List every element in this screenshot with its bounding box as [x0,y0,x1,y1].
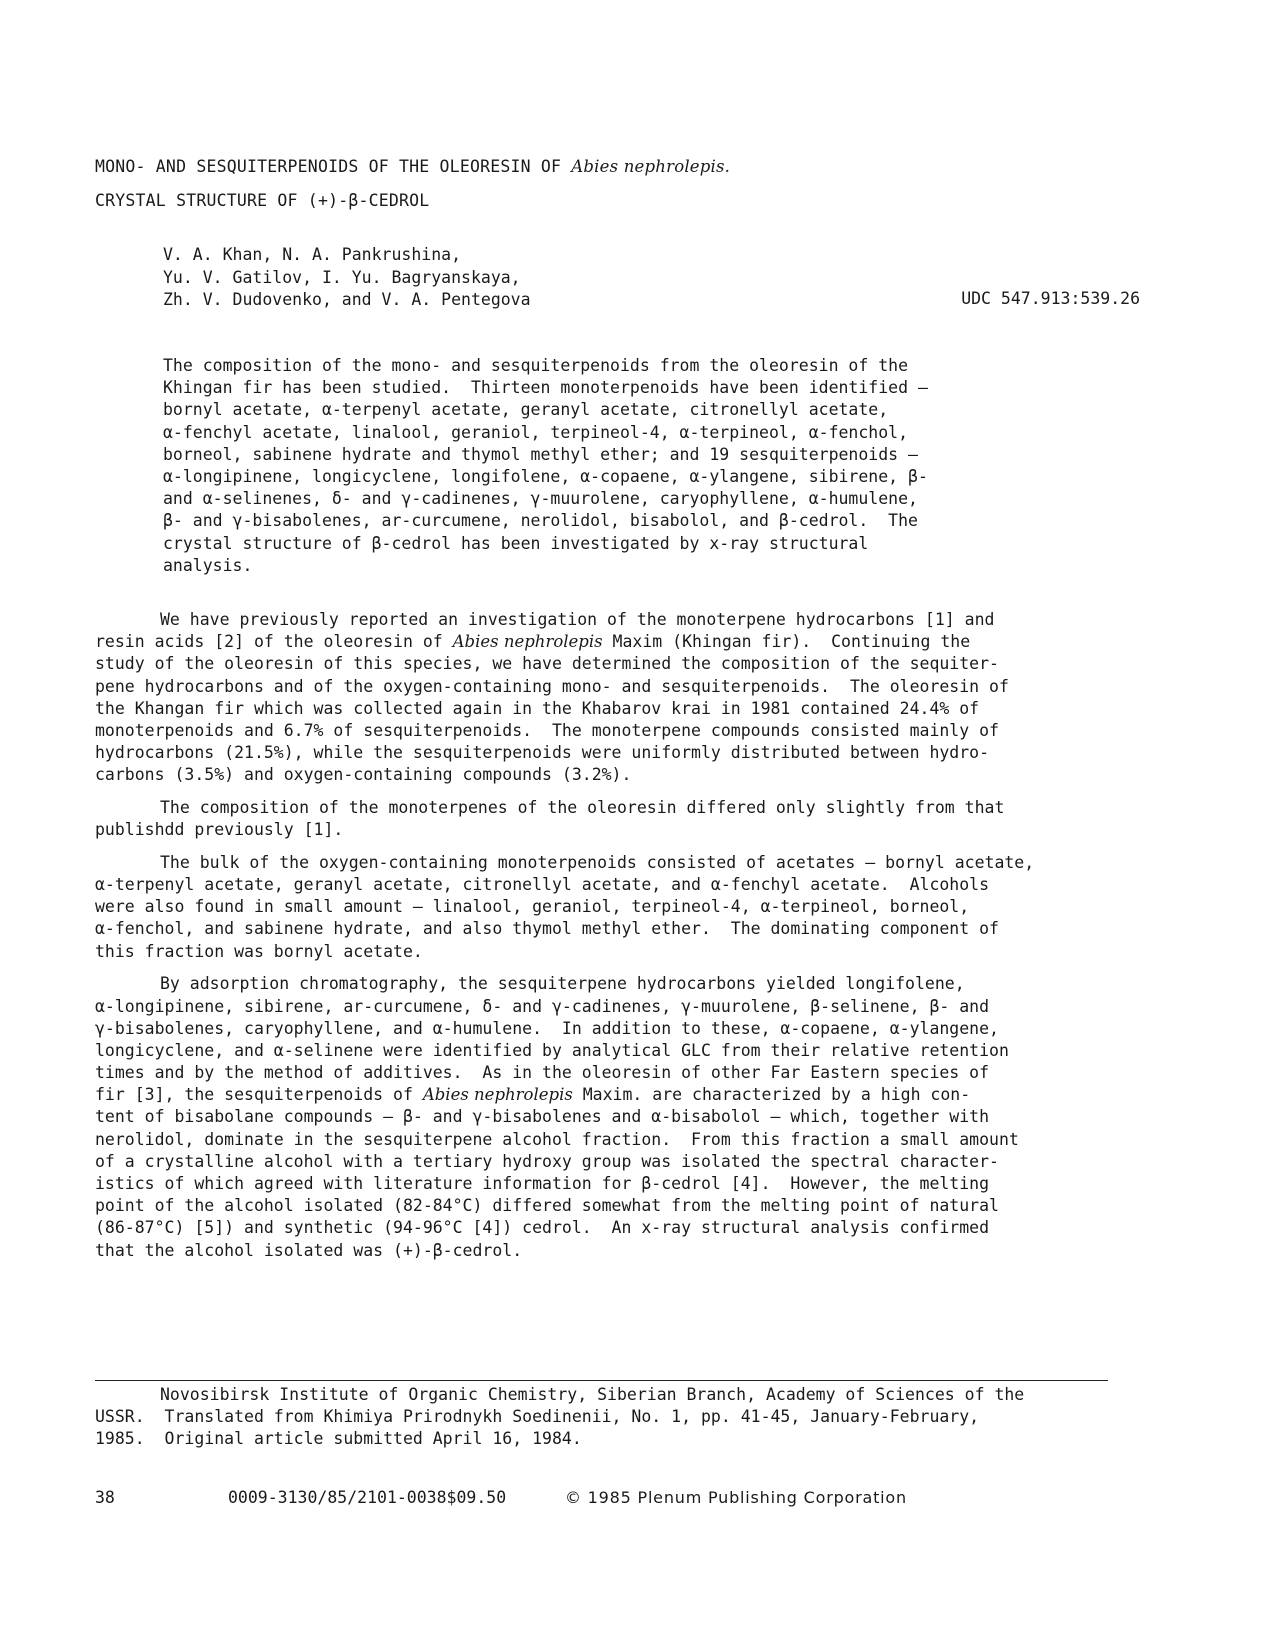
species-name: Abies nephrolepis [452,632,603,652]
copyright-notice: © 1985 Plenum Publishing Corporation [565,1488,907,1507]
abstract [163,355,928,577]
footnote-divider [95,1380,1108,1381]
title-species-name: Abies nephrolepis. [571,157,731,176]
article-body [95,609,1034,1272]
body-line: of a crystalline alcohol with a tertiary hydroxy group was isolated the spectral character- [95,1151,999,1171]
body-line: α-fenchol, and sabinene hydrate, and also thymol methyl ether. The dominating component of [95,919,999,939]
body-line: carbons (3.5%) and oxygen-containing compounds (3.2%). [95,765,632,785]
abstract-line: crystal structure of β-cedrol has been investigated by x-ray structural [163,533,869,553]
body-line: tent of bisabolane compounds — β- and γ-bisabolenes and α-bisabolol — which, together with [95,1107,990,1127]
title-prefix: MONO- AND SESQUITERPENOIDS OF THE OLEORESIN OF [95,157,572,176]
body-paragraph-3 [95,852,1034,963]
body-line: pene hydrocarbons and of the oxygen-containing mono- and sesquiterpenoids. The oleoresin of [95,676,1009,696]
author-line: Yu. V. Gatilov, I. Yu. Bagryanskaya, [163,267,521,287]
body-text: resin acids [2] of the oleoresin of [95,632,453,652]
body-line: were also found in small amount — linalool, geraniol, terpineol-4, α-terpineol, borneol, [95,897,970,917]
body-line: publishdd previously [1]. [95,820,344,840]
body-line: that the alcohol isolated was (+)-β-cedrol. [95,1240,523,1260]
abstract-line: and α-selinenes, δ- and γ-cadinenes, γ-muurolene, caryophyllene, α-humulene, [163,489,918,509]
article-code: 0009-3130/85/2101-0038$09.50 [228,1488,507,1507]
body-text: fir [3], the sesquiterpenoids of [95,1085,423,1105]
body-paragraph-2 [95,797,1034,841]
body-line [95,631,1034,653]
author-line: V. A. Khan, N. A. Pankrushina, [163,245,462,264]
body-line: monoterpenoids and 6.7% of sesquiterpenoids. The monoterpene compounds consisted mainly of [95,720,999,740]
abstract-line: β- and γ-bisabolenes, ar-curcumene, nerolidol, bisabolol, and β-cedrol. The [163,511,918,531]
body-line: longicyclene, and α-selinene were identified by analytical GLC from their relative retention [95,1040,1009,1060]
abstract-line: α-fenchyl acetate, linalool, geraniol, terpineol-4, α-terpineol, α-fenchol, [163,422,909,442]
body-line: α-terpenyl acetate, geranyl acetate, citronellyl acetate, and α-fenchyl acetate. Alcohols [95,875,990,895]
abstract-line: The composition of the mono- and sesquiterpenoids from the oleoresin of the [163,356,909,375]
footnote [95,1384,1024,1451]
author-line: Zh. V. Dudovenko, and V. A. Pentegova [163,290,531,309]
footnote-line: Novosibirsk Institute of Organic Chemistry, Siberian Branch, Academy of Sciences of the [160,1385,1025,1404]
body-line: The composition of the monoterpenes of the oleoresin differed only slightly from that [160,798,1005,817]
body-line: times and by the method of additives. As in the oleoresin of other Far Eastern species of [95,1063,990,1083]
page-number: 38 [95,1488,115,1507]
body-line: We have previously reported an investigation of the monoterpene hydrocarbons [1] and [160,610,995,629]
body-paragraph-1 [95,609,1034,787]
body-line: By adsorption chromatography, the sesquiterpene hydrocarbons yielded longifolene, [160,974,965,994]
abstract-line: analysis. [163,555,253,575]
udc-code: UDC 547.913:539.26 [961,289,1140,308]
body-line: (86-87°C) [5]) and synthetic (94-96°C [4]) cedrol. An x-ray structural analysis confirmed [95,1218,990,1238]
body-line: this fraction was bornyl acetate. [95,941,423,961]
body-line: the Khangan fir which was collected again in the Khabarov krai in 1981 contained 24.4% of [95,698,980,718]
body-line [95,1084,1034,1106]
species-name: Abies nephrolepis [422,1085,573,1105]
body-line: γ-bisabolenes, caryophyllene, and α-humulene. In addition to these, α-copaene, α-ylangene, [95,1018,999,1038]
body-line: istics of which agreed with literature information for β-cedrol [4]. However, the melting [95,1174,990,1193]
footnote-line: USSR. Translated from Khimiya Prirodnykh Soedinenii, No. 1, pp. 41-45, January-February, [95,1407,980,1427]
body-line: hydrocarbons (21.5%), while the sesquiterpenoids were uniformly distributed between hydro- [95,743,990,763]
body-paragraph-4 [95,973,1034,1261]
abstract-line: borneol, sabinene hydrate and thymol methyl ether; and 19 sesquiterpenoids — [163,444,918,464]
footnote-line: 1985. Original article submitted April 16, 1984. [95,1429,582,1449]
body-line: point of the alcohol isolated (82-84°C) differed somewhat from the melting point of natural [95,1196,999,1216]
author-list [163,244,531,312]
abstract-line: Khingan fir has been studied. Thirteen monoterpenoids have been identified — [163,378,928,398]
body-line: nerolidol, dominate in the sesquiterpene alcohol fraction. From this fraction a small amount [95,1129,1019,1149]
body-text: Maxim. are characterized by a high con- [572,1085,971,1105]
body-line: α-longipinene, sibirene, ar-curcumene, δ- and γ-cadinenes, γ-muurolene, β-selinene, β- and [95,996,990,1016]
article-title-line-2: CRYSTAL STRUCTURE OF (+)-β-CEDROL [95,191,430,210]
article-title-line-1 [95,157,730,176]
body-text: Maxim (Khingan fir). Continuing the [602,632,971,652]
body-line: study of the oleoresin of this species, we have determined the composition of the sequiter- [95,654,999,674]
abstract-line: bornyl acetate, α-terpenyl acetate, geranyl acetate, citronellyl acetate, [163,400,889,420]
body-line: The bulk of the oxygen-containing monoterpenoids consisted of acetates — bornyl acetate, [160,852,1035,872]
abstract-line: α-longipinene, longicyclene, longifolene, α-copaene, α-ylangene, sibirene, β- [163,466,928,486]
